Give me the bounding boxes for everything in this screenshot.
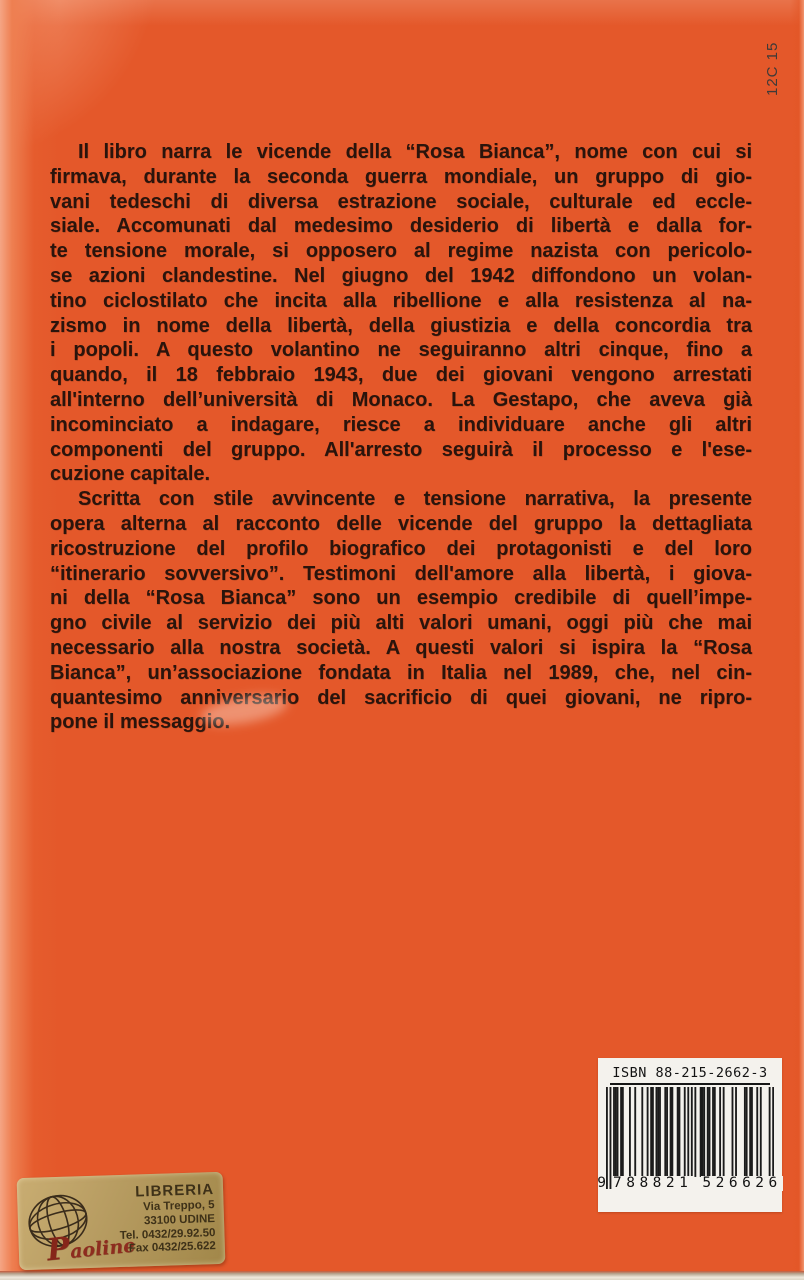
sticker-address: Via Treppo, 5 33100 UDINE Tel. 0432/29.92.50 Fax 0432/25.622 (119, 1199, 217, 1256)
library-sticker (17, 1172, 226, 1270)
sticker-title: LIBRERIA (134, 1181, 215, 1201)
ean-group-2: 526626 (702, 1175, 782, 1191)
ean-digits (598, 1176, 782, 1191)
blurb-paragraph-2: Scritta con stile avvincente e tensione narrativa, la presente opera alterna al racconto delle vicende del gruppo la dettagliata ricostruzione del profilo biografico dei protagonisti e del loro “itinerario sovversivo”. Testimoni dell'amore alla libertà, i giova- ni della “Rosa Bianca” sono un esempio credibile di quell’impe- gno civile al servizio dei più alti valori umani, oggi più che mai necessario alla nostra società. A questi valori si ispira la “Rosa Bianca”, un’associazione fondata in Italia nel 1989, che, nel cin- quantesimo anniversario del sacrificio di quei giovani, ne ripro- pone il messaggio. (50, 488, 752, 734)
ean-digit-left: 9 (597, 1175, 606, 1191)
sticker-text-block (118, 1181, 216, 1257)
blurb-text (50, 140, 752, 735)
ean-group-1: 788821 (612, 1175, 693, 1191)
blurb-paragraph-1: Il libro narra le vicende della “Rosa Bianca”, nome con cui si firmava, durante la seconda guerra mondiale, un gruppo di gio- vani tedeschi di diversa estrazione sociale, culturale ed eccle- siale. Accomunati dal medesimo desiderio di libertà e dalla for- te tensione morale, si opposero al regime nazista con pericolo- se azioni clandestine. Nel giugno del 1942 diffondono un volan- tino ciclostilato che incita alla ribellione e alla resistenza al na- zismo in nome della libertà, della giustizia e della concordia tra i popoli. A questo volantino ne seguiranno altri cinque, fino a quando, il 18 febbraio 1943, due dei giovani vengono arrestati all'interno dell’università di Monaco. La Gestapo, che aveva già incominciato a indagare, riesce a individuare anche gli altri componenti del gruppo. All'arresto seguirà il processo e l'ese- cuzione capitale. (50, 141, 752, 486)
isbn-text: ISBN 88-215-2662-3 (610, 1065, 769, 1085)
barcode-panel (598, 1058, 782, 1212)
page-edge-strip (0, 1271, 804, 1280)
paoline-logo-text: Paoline (45, 1230, 137, 1269)
ean-barcode-icon (606, 1087, 774, 1189)
print-run-code: 12C 15 (764, 41, 781, 96)
